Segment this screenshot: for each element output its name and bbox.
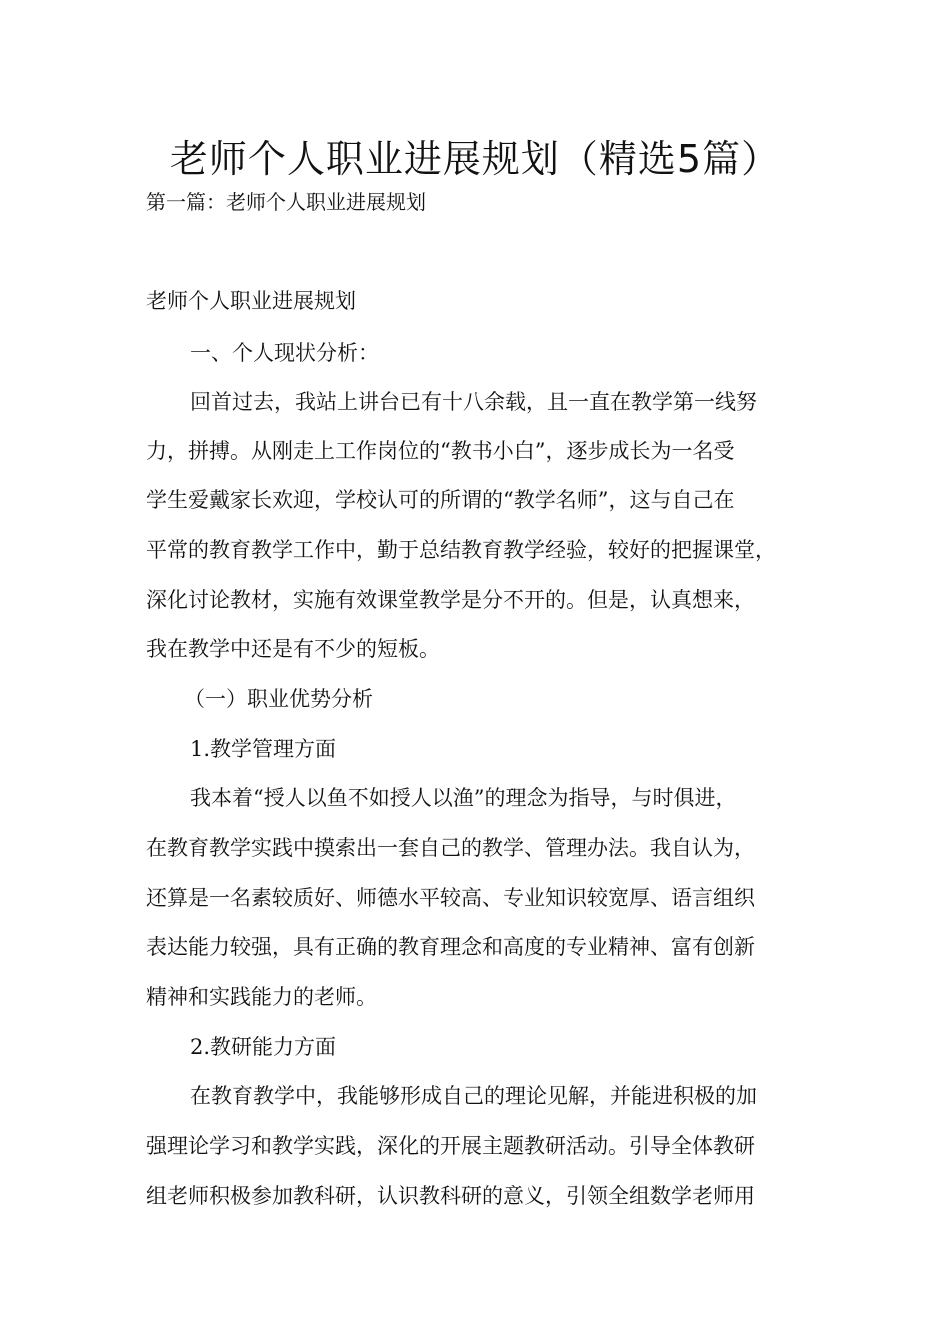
- document-title: 老师个人职业进展规划（精选5篇）: [169, 137, 781, 181]
- heading-teaching-management: 1.教学管理方面: [190, 737, 337, 761]
- part-heading: 第一篇：老师个人职业进展规划: [146, 190, 426, 214]
- paragraph-line: 我本着“授人以鱼不如授人以渔”的理念为指导，与时俱进，: [190, 786, 737, 810]
- paragraph-line: 强理论学习和教学实践，深化的开展主题教研活动。引导全体教研: [146, 1134, 755, 1158]
- paragraph-line: 学生爱戴家长欢迎，学校认可的所谓的“教学名师”，这与自己在: [146, 488, 735, 512]
- paragraph-line: 还算是一名素较质好、师德水平较高、专业知识较宽厚、语言组织: [146, 886, 755, 910]
- paragraph-line: 表达能力较强，具有正确的教育理念和高度的专业精神、富有创新: [146, 935, 755, 959]
- heading-career-advantages: （一）职业优势分析: [184, 687, 373, 711]
- paragraph-line: 精神和实践能力的老师。: [146, 985, 377, 1009]
- paragraph-line: 深化讨论教材，实施有效课堂教学是分不开的。但是，认真想来，: [146, 588, 755, 612]
- paragraph-line: 力，拼搏。从刚走上工作岗位的“教书小白”，逐步成长为一名受: [146, 439, 735, 463]
- paragraph-line: 在教育教学实践中摸索出一套自己的教学、管理办法。我自认为，: [146, 836, 755, 860]
- heading-research-ability: 2.教研能力方面: [190, 1035, 337, 1059]
- paragraph-line: 回首过去，我站上讲台已有十八余载，且一直在教学第一线努: [190, 390, 757, 414]
- paragraph-line: 在教育教学中，我能够形成自己的理论见解，并能进积极的加: [190, 1084, 757, 1108]
- paragraph-line: 平常的教育教学工作中，勤于总结教育教学经验，较好的把握课堂，: [146, 538, 776, 562]
- section-title: 老师个人职业进展规划: [146, 289, 356, 313]
- paragraph-line: 组老师积极参加教科研，认识教科研的意义，引领全组数学老师用: [146, 1184, 755, 1208]
- heading-status-analysis: 一、个人现状分析：: [190, 341, 379, 365]
- paragraph-line: 我在教学中还是有不少的短板。: [146, 637, 440, 661]
